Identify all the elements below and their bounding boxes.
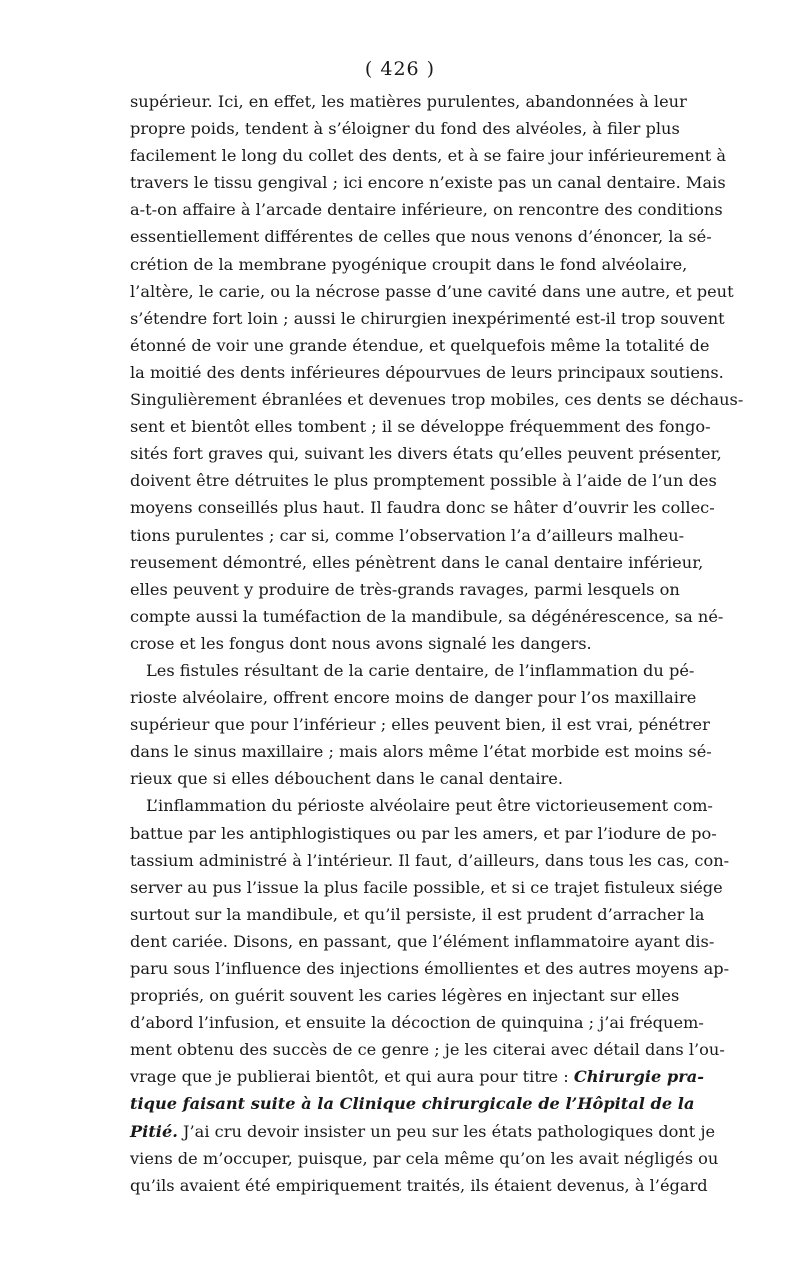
- line-text: essentiellement différentes de celles que nous venons d’énoncer, la sé-: [130, 227, 712, 247]
- text-line: [130, 278, 734, 305]
- line-text: elles peuvent y produire de très-grands ravages, parmi lesquels on: [130, 579, 680, 599]
- text-line: [130, 1009, 704, 1036]
- text-line: [130, 88, 687, 115]
- text-line: [130, 196, 723, 223]
- italic-title-fragment: Pitié.: [130, 1121, 178, 1141]
- text-line: [130, 928, 715, 955]
- line-text: paru sous l’influence des injections émollientes et des autres moyens ap-: [130, 959, 730, 978]
- line-text: L’inflammation du périoste alvéolaire peut être victorieusement com-: [146, 796, 713, 816]
- line-text: moyens conseillés plus haut. Il faudra donc se hâter d’ouvrir les collec-: [130, 498, 715, 518]
- line-text: crose et les fongus dont nous avons signalé les dangers.: [130, 633, 592, 653]
- line-text: facilement le long du collet des dents, et à se faire jour inférieurement à: [130, 146, 727, 166]
- text-line: [130, 711, 710, 738]
- line-text: reusement démontré, elles pénètrent dans le canal dentaire inférieur,: [130, 552, 704, 572]
- line-text: sent et bientôt elles tombent ; il se développe fréquemment des fongo-: [130, 417, 711, 437]
- text-line: [130, 305, 725, 332]
- line-text: rioste alvéolaire, offrent encore moins de danger pour l’os maxillaire: [130, 688, 697, 708]
- text-line: [130, 223, 712, 250]
- line-text: tions purulentes ; car si, comme l’observation l’a d’ailleurs malheu-: [130, 525, 685, 545]
- text-line: [130, 386, 744, 413]
- line-text: supérieur que pour l’inférieur ; elles peuvent bien, il est vrai, pénétrer: [130, 715, 710, 735]
- text-line: [130, 115, 680, 142]
- text-line: [130, 576, 680, 603]
- text-line: [130, 251, 688, 278]
- text-line: [130, 1172, 708, 1199]
- text-line: [130, 901, 705, 928]
- italic-title-fragment: Chirurgie pra-: [573, 1067, 704, 1087]
- line-text: Singulièrement ébranlées et devenues trop mobiles, ces dents se déchaus-: [130, 390, 744, 410]
- line-text: surtout sur la mandibule, et qu’il persiste, il est prudent d’arracher la: [130, 904, 705, 924]
- text-line: [130, 630, 676, 657]
- text-line: [130, 874, 723, 901]
- line-text: supérieur. Ici, en effet, les matières purulentes, abandonnées à leur: [130, 92, 687, 111]
- line-text: dent cariée. Disons, en passant, que l’élément inflammatoire ayant dis-: [130, 931, 715, 951]
- text-line: [130, 847, 730, 874]
- line-text: viens de m’occuper, puisque, par cela même qu’on les avait négligés ou: [130, 1148, 719, 1168]
- line-text: propriés, on guérit souvent les caries légères en injectant sur elles: [130, 986, 680, 1006]
- text-line: [130, 413, 711, 440]
- text-line: [130, 657, 695, 684]
- line-text: rieux que si elles débouchent dans le canal dentaire.: [130, 769, 563, 789]
- line-text: Les fistules résultant de la carie dentaire, de l’inflammation du pé-: [146, 660, 695, 680]
- text-line: [130, 1145, 719, 1172]
- line-text: ment obtenu des succès de ce genre ; je les citerai avec détail dans l’ou-: [130, 1040, 725, 1060]
- line-text: a-t-on affaire à l’arcade dentaire inférieure, on rencontre des conditions: [130, 200, 723, 220]
- text-line: [130, 169, 726, 196]
- line-text: s’étendre fort loin ; aussi le chirurgien inexpérimenté est-il trop souvent: [130, 308, 725, 328]
- text-line: [130, 359, 724, 386]
- text-line: [130, 522, 685, 549]
- text-line: [130, 1063, 704, 1090]
- text-line: [130, 549, 704, 576]
- line-text: la moitié des dents inférieures dépourvues de leurs principaux soutiens.: [130, 362, 724, 382]
- line-text: compte aussi la tuméfaction de la mandibule, sa dégénérescence, sa né-: [130, 606, 724, 626]
- line-text: vrage que je publierai bientôt, et qui aura pour titre :: [130, 1067, 574, 1087]
- text-line: [130, 1118, 716, 1145]
- text-line: [130, 1090, 695, 1117]
- line-text: dans le sinus maxillaire ; mais alors même l’état morbide est moins sé-: [130, 742, 712, 762]
- line-text: J’ai cru devoir insister un peu sur les états pathologiques dont je: [177, 1121, 716, 1141]
- italic-title-fragment: tique faisant suite à la Clinique chirurgicale de l’Hôpital de la: [130, 1094, 695, 1114]
- text-line: [130, 1036, 725, 1063]
- text-line: [130, 142, 727, 169]
- text-line: [130, 440, 722, 467]
- text-line: [130, 820, 717, 847]
- line-text: server au pus l’issue la plus facile possible, et si ce trajet fistuleux siége: [130, 877, 723, 897]
- text-line: [130, 792, 713, 819]
- text-line: [130, 982, 680, 1009]
- line-text: étonné de voir une grande étendue, et quelquefois même la totalité de: [130, 335, 710, 355]
- line-text: propre poids, tendent à s’éloigner du fond des alvéoles, à filer plus: [130, 119, 680, 139]
- text-line: [130, 684, 697, 711]
- body-text: [130, 88, 744, 1199]
- line-text: d’abord l’infusion, et ensuite la décoction de quinquina ; j’ai fréquem-: [130, 1013, 704, 1033]
- text-line: [130, 332, 710, 359]
- text-line: [130, 603, 724, 630]
- text-line: [130, 494, 715, 521]
- text-line: [130, 738, 712, 765]
- text-line: [130, 955, 730, 982]
- line-text: sités fort graves qui, suivant les divers états qu’elles peuvent présenter,: [130, 444, 722, 464]
- text-line: [130, 765, 676, 792]
- line-text: doivent être détruites le plus promptement possible à l’aide de l’un des: [130, 471, 717, 491]
- line-text: qu’ils avaient été empiriquement traités, ils étaient devenus, à l’égard: [130, 1175, 708, 1195]
- line-text: battue par les antiphlogistiques ou par les amers, et par l’iodure de po-: [130, 823, 717, 843]
- page-number: ( 426 ): [364, 58, 436, 80]
- line-text: tassium administré à l’intérieur. Il faut, d’ailleurs, dans tous les cas, con-: [130, 850, 730, 870]
- text-line: [130, 467, 717, 494]
- line-text: travers le tissu gengival ; ici encore n’existe pas un canal dentaire. Mais: [130, 173, 726, 193]
- line-text: crétion de la membrane pyogénique croupit dans le fond alvéolaire,: [130, 254, 688, 274]
- line-text: l’altère, le carie, ou la nécrose passe d’une cavité dans une autre, et peut: [130, 281, 734, 301]
